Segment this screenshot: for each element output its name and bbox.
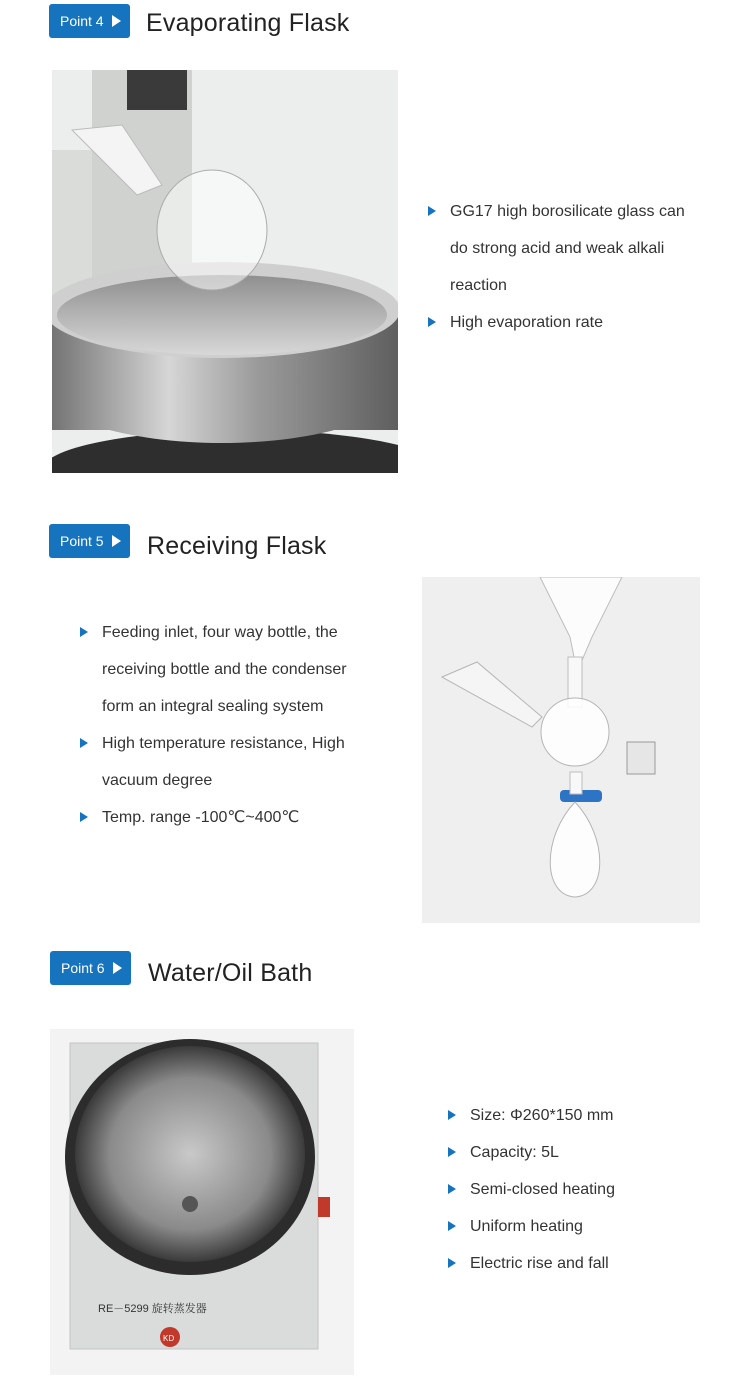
section-title: Water/Oil Bath [148, 959, 313, 987]
badge-label: Point 6 [61, 960, 105, 976]
kd-logo: KD [163, 1334, 175, 1343]
bullet-triangle-icon [448, 1221, 456, 1231]
receiving-flask-illustration [422, 577, 700, 923]
list-item: Capacity: 5L [448, 1134, 718, 1171]
feature-list [80, 614, 360, 836]
evaporating-flask-illustration [52, 70, 398, 473]
water-bath-photo [50, 1029, 354, 1375]
evaporating-flask-photo [52, 70, 398, 473]
play-triangle-icon [112, 535, 121, 547]
list-item: Semi-closed heating [448, 1171, 718, 1208]
badge-label: Point 5 [60, 533, 104, 549]
water-bath-illustration [50, 1029, 354, 1375]
section-title: Receiving Flask [147, 532, 327, 560]
bullet-triangle-icon [428, 206, 436, 216]
bullet-triangle-icon [448, 1147, 456, 1157]
badge-label: Point 4 [60, 13, 104, 29]
bullet-triangle-icon [80, 627, 88, 637]
bullet-triangle-icon [448, 1110, 456, 1120]
list-item: Temp. range -100℃~400℃ [80, 799, 360, 836]
bullet-triangle-icon [448, 1258, 456, 1268]
section-evaporating-flask [0, 0, 750, 500]
section-title: Evaporating Flask [146, 9, 350, 37]
bullet-triangle-icon [80, 812, 88, 822]
section-receiving-flask [0, 520, 750, 940]
list-item: Uniform heating [448, 1208, 718, 1245]
list-item: Electric rise and fall [448, 1245, 718, 1282]
play-triangle-icon [113, 962, 122, 974]
list-item: GG17 high borosilicate glass can do strong acid and weak alkali reaction [428, 193, 698, 304]
feature-list [428, 193, 698, 341]
device-label: RE－5299 旋转蒸发器 [98, 1303, 207, 1315]
point-5-badge [49, 524, 130, 558]
receiving-flask-photo [422, 577, 700, 923]
bullet-triangle-icon [448, 1184, 456, 1194]
point-6-badge [50, 951, 131, 985]
bullet-triangle-icon [80, 738, 88, 748]
list-item: High temperature resistance, High vacuum degree [80, 725, 360, 799]
bullet-triangle-icon [428, 317, 436, 327]
point-4-badge [49, 4, 130, 38]
play-triangle-icon [112, 15, 121, 27]
feature-list [448, 1097, 718, 1282]
list-item: Size: Φ260*150 mm [448, 1097, 718, 1134]
list-item: High evaporation rate [428, 304, 698, 341]
section-water-oil-bath [0, 947, 750, 1387]
list-item: Feeding inlet, four way bottle, the receiving bottle and the condenser form an integral sealing system [80, 614, 360, 725]
